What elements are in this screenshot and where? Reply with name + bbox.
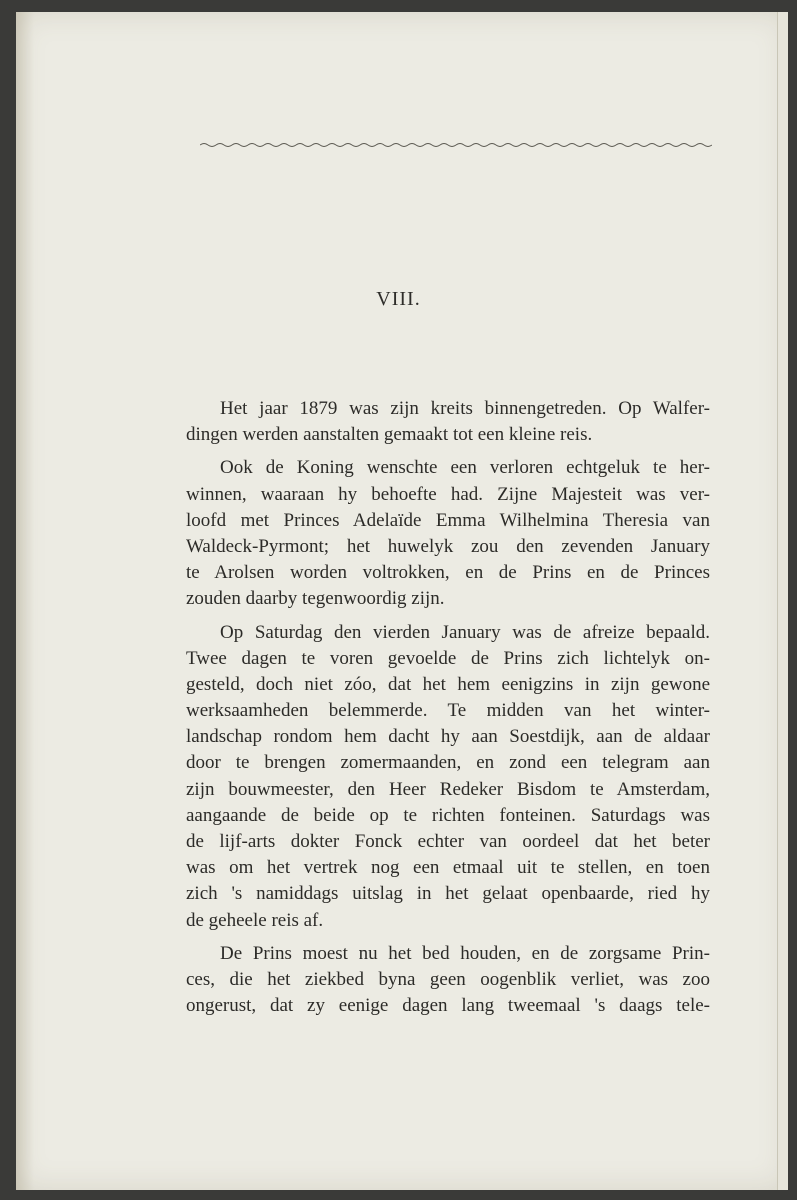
text-line: Waldeck-Pyrmont; het huwelyk zou den zevenden January (186, 535, 710, 557)
text-line: de geheele reis af. (186, 909, 324, 931)
text-line: zouden daarby tegenwoordig zijn. (186, 588, 445, 610)
text-line: Twee dagen te voren gevoelde de Prins zich lichtelyk on- (186, 647, 710, 669)
text-line: Het jaar 1879 was zijn kreits binnengetreden. Op Walfer- (220, 398, 710, 419)
decorative-wavy-rule (200, 142, 712, 148)
text-line: zijn bouwmeester, den Heer Redeker Bisdom te Amsterdam, (186, 778, 710, 800)
text-line: aangaande de beide op te richten fonteinen. Saturdags was (186, 804, 710, 826)
paragraph (186, 455, 710, 612)
body-text (186, 396, 710, 1019)
text-line: Ook de Koning wenschte een verloren echtgeluk te her- (220, 457, 710, 479)
chapter-title: VIII. (376, 288, 421, 310)
text-line: winnen, waaraan hy behoefte had. Zijne Majesteit was ver- (186, 483, 710, 505)
text-line: loofd met Princes Adelaïde Emma Wilhelmina Theresia van (186, 509, 710, 531)
text-line: gesteld, doch niet zóo, dat het hem eenigzins in zijn gewone (186, 673, 710, 695)
text-line: te Arolsen worden voltrokken, en de Prins en de Princes (186, 562, 710, 584)
text-line: dingen werden aanstalten gemaakt tot een kleine reis. (186, 424, 593, 446)
page-edge-strip (777, 12, 788, 1190)
paragraph (186, 396, 710, 448)
text-line: werksaamheden belemmerde. Te midden van het winter- (186, 700, 710, 722)
text-line: ces, die het ziekbed byna geen oogenblik verliet, was zoo (186, 968, 710, 990)
text-line: was om het vertrek nog een etmaal uit te stellen, en toen (186, 857, 710, 879)
page-gutter-shadow (16, 12, 34, 1190)
paragraph (186, 941, 710, 1020)
text-line: door te brengen zomermaanden, en zond een telegram aan (186, 752, 710, 774)
text-line: Op Saturdag den vierden January was de afreize bepaald. (220, 621, 710, 643)
text-line: De Prins moest nu het bed houden, en de zorgsame Prin- (220, 942, 710, 964)
text-line: landschap rondom hem dacht hy aan Soestdijk, aan de aldaar (186, 726, 710, 748)
text-line: ongerust, dat zy eenige dagen lang tweemaal 's daags tele- (186, 995, 710, 1017)
paragraph (186, 620, 710, 934)
text-line: zich 's namiddags uitslag in het gelaat openbaarde, ried hy (186, 883, 710, 905)
text-line: de lijf-arts dokter Fonck echter van oordeel dat het beter (186, 831, 710, 852)
